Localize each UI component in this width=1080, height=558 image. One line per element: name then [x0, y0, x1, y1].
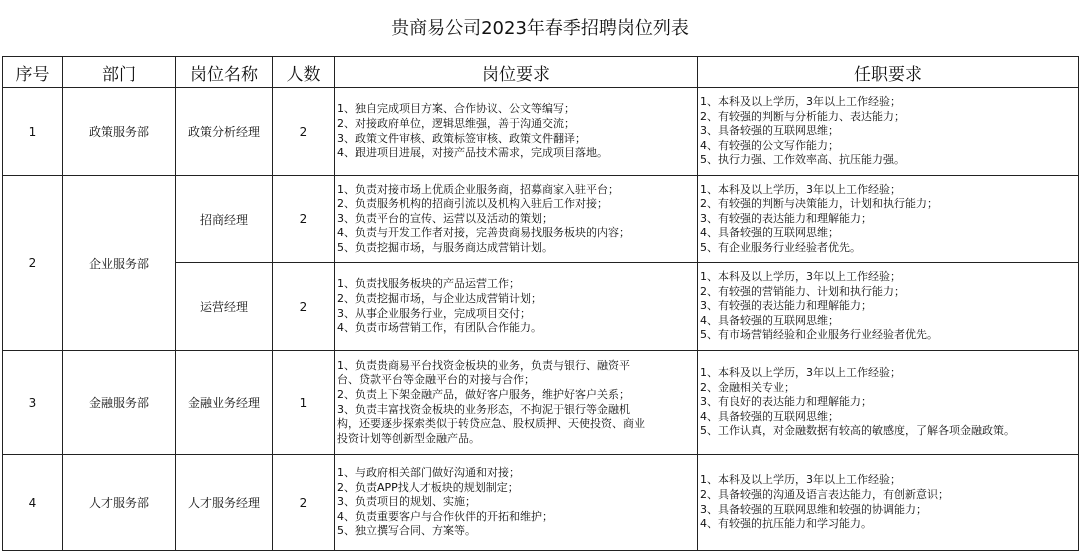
requirement-line: 5、执行力强、工作效率高、抗压能力强。 [700, 153, 905, 167]
duty-line: 2、对接政府单位，逻辑思维强，善于沟通交流； [337, 116, 575, 130]
duty-line: 3、政策文件审核、政策标签审核、政策文件翻译； [337, 131, 586, 145]
cell-requirements [698, 176, 1079, 263]
cell-no: 2 [3, 176, 63, 351]
cell-requirements [698, 351, 1079, 455]
duty-line: 1、与政府相关部门做好沟通和对接； [337, 466, 520, 480]
requirement-line: 1、本科及以上学历，3年以上工作经验； [700, 182, 901, 196]
requirement-line: 2、有较强的判断与分析能力、表达能力； [700, 109, 905, 123]
cell-dept: 政策服务部 [63, 88, 176, 176]
duty-line: 构，还要逐步探索类似于转贷应急、股权质押、天使投资、商业 [337, 417, 645, 431]
cell-count: 2 [273, 455, 335, 551]
duty-line: 3、负责丰富找资金板块的业务形态，不拘泥于银行等金融机 [337, 402, 630, 416]
duty-line: 4、负责重要客户与合作伙伴的开拓和维护； [337, 509, 553, 523]
duty-line: 1、负责对接市场上优质企业服务商，招募商家入驻平台； [337, 182, 619, 196]
requirement-line: 5、有市场营销经验和企业服务行业经验者优先。 [700, 328, 938, 342]
duty-line: 2、负责APP找人才板块的规划制定； [337, 480, 519, 494]
requirement-line: 3、有良好的表达能力和理解能力； [700, 395, 872, 409]
cell-dept: 企业服务部 [63, 176, 176, 351]
job-table [2, 56, 1079, 551]
header-row [3, 57, 1079, 88]
requirement-line: 5、工作认真，对金融数据有较高的敏感度，了解各项金融政策。 [700, 424, 1015, 438]
table-row [3, 351, 1079, 455]
requirement-line: 4、具备较强的互联网思维； [700, 409, 839, 423]
table-row [3, 88, 1079, 176]
duty-line: 3、负责项目的规划、实施； [337, 495, 476, 509]
requirement-line: 2、有较强的判断与决策能力，计划和执行能力； [700, 197, 938, 211]
duty-line: 5、负责挖掘市场，与服务商达成营销计划。 [337, 240, 553, 254]
requirement-line: 1、本科及以上学历，3年以上工作经验； [700, 473, 901, 487]
header-no: 序号 [3, 57, 63, 88]
cell-duties [335, 263, 698, 351]
cell-count: 2 [273, 176, 335, 263]
requirement-line: 4、具备较强的互联网思维； [700, 226, 839, 240]
requirement-line: 4、有较强的抗压能力和学习能力。 [700, 517, 872, 531]
cell-count: 1 [273, 351, 335, 455]
duty-line: 台、贷款平台等金融平台的对接与合作； [337, 373, 535, 387]
requirement-line: 1、本科及以上学历，3年以上工作经验； [700, 95, 901, 109]
cell-count: 2 [273, 88, 335, 176]
cell-position: 金融业务经理 [176, 351, 273, 455]
requirement-line: 2、金融相关专业； [700, 380, 795, 394]
requirement-line: 2、有较强的营销能力、计划和执行能力； [700, 284, 905, 298]
requirement-line: 4、有较强的公文写作能力； [700, 138, 839, 152]
requirement-line: 3、有较强的表达能力和理解能力； [700, 211, 872, 225]
cell-no: 1 [3, 88, 63, 176]
cell-duties [335, 351, 698, 455]
duty-line: 3、从事企业服务行业，完成项目交付； [337, 306, 531, 320]
cell-duties [335, 455, 698, 551]
duty-line: 4、负责与开发工作者对接，完善贵商易找服务板块的内容； [337, 226, 630, 240]
duty-line: 2、负责上下架金融产品，做好客户服务，维护好客户关系； [337, 387, 630, 401]
requirement-line: 2、具备较强的沟通及语言表达能力，有创新意识； [700, 487, 949, 501]
duty-line: 1、负责贵商易平台找资金板块的业务，负责与银行、融资平 [337, 358, 630, 372]
cell-position: 人才服务经理 [176, 455, 273, 551]
duty-line: 3、负责平台的宣传、运营以及活动的策划； [337, 211, 553, 225]
cell-count: 2 [273, 263, 335, 351]
table-row [3, 176, 1079, 263]
cell-duties [335, 176, 698, 263]
duty-line: 投资计划等创新型金融产品。 [337, 431, 480, 445]
duty-line: 2、负责挖掘市场，与企业达成营销计划； [337, 291, 542, 305]
cell-position: 运营经理 [176, 263, 273, 351]
duty-line: 1、负责找服务板块的产品运营工作； [337, 277, 520, 291]
requirement-line: 3、有较强的表达能力和理解能力； [700, 299, 872, 313]
requirement-line: 1、本科及以上学历，3年以上工作经验； [700, 366, 901, 380]
cell-requirements [698, 455, 1079, 551]
duty-line: 5、独立撰写合同、方案等。 [337, 524, 476, 538]
duty-line: 1、独自完成项目方案、合作协议、公文等编写； [337, 102, 575, 116]
cell-no: 4 [3, 455, 63, 551]
cell-requirements [698, 88, 1079, 176]
cell-no: 3 [3, 351, 63, 455]
duty-line: 4、跟进项目进展，对接产品技术需求，完成项目落地。 [337, 146, 608, 160]
cell-requirements [698, 263, 1079, 351]
requirement-line: 3、具备较强的互联网思维和较强的协调能力； [700, 502, 927, 516]
cell-duties [335, 88, 698, 176]
requirement-line: 5、有企业服务行业经验者优先。 [700, 240, 861, 254]
requirement-line: 4、具备较强的互联网思维； [700, 313, 839, 327]
header-position: 岗位名称 [176, 57, 273, 88]
table-row [3, 455, 1079, 551]
cell-dept: 人才服务部 [63, 455, 176, 551]
duty-line: 2、负责服务机构的招商引流以及机构入驻后工作对接； [337, 197, 608, 211]
requirement-line: 1、本科及以上学历，3年以上工作经验； [700, 270, 901, 284]
cell-dept: 金融服务部 [63, 351, 176, 455]
cell-position: 政策分析经理 [176, 88, 273, 176]
header-duties: 岗位要求 [335, 57, 698, 88]
header-requirements: 任职要求 [698, 57, 1079, 88]
document-title: 贵商易公司2023年春季招聘岗位列表 [391, 18, 689, 39]
requirement-line: 3、具备较强的互联网思维； [700, 124, 839, 138]
header-dept: 部门 [63, 57, 176, 88]
duty-line: 4、负责市场营销工作，有团队合作能力。 [337, 321, 542, 335]
cell-position: 招商经理 [176, 176, 273, 263]
header-count: 人数 [273, 57, 335, 88]
